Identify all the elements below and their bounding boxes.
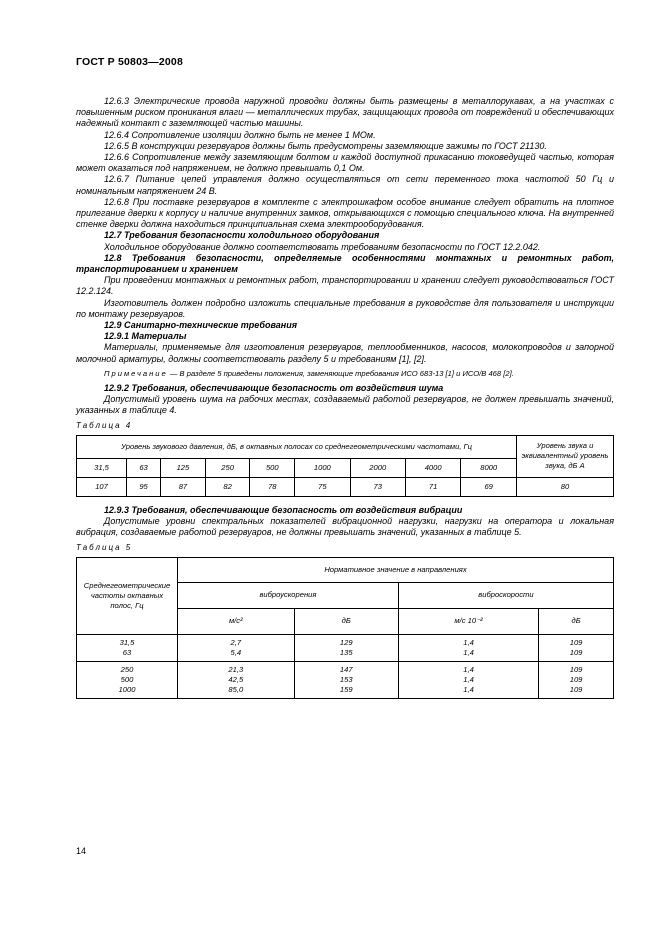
table5-vel-ms-cell: 1,4 1,4 <box>398 634 538 661</box>
table4-value: 69 <box>461 477 517 496</box>
para-12-6-6: 12.6.6 Сопротивление между заземляющим болтом и каждой доступной прикасанию токоведущей частью, которая может оказаться под напряжением, не должно превышать 0,1 Ом. <box>76 152 614 174</box>
table4-header-main: Уровень звукового давления, дБ, в октавных полосах со среднегеометрическими частотами, Гц <box>77 435 517 458</box>
heading-12-7: 12.7 Требования безопасности холодильного оборудования <box>104 230 380 241</box>
table4-value: 82 <box>205 477 250 496</box>
table4-freq: 63 <box>127 458 161 477</box>
para-12-6-5: 12.6.5 В конструкции резервуаров должны быть предусмотрены заземляющие зажимы по ГОСТ 21130. <box>104 140 547 151</box>
table4-value: 95 <box>127 477 161 496</box>
table5-freq-cell: 250 500 1000 <box>77 661 178 698</box>
heading-12-9: 12.9 Санитарно-технические требования <box>104 320 297 331</box>
table4-freq: 500 <box>250 458 295 477</box>
table5-accel-db-cell: 147 153 159 <box>294 661 398 698</box>
table4-value: 78 <box>250 477 295 496</box>
table5-col-norm: Нормативное значение в направлениях <box>178 557 614 583</box>
para-12-7: Холодильное оборудование должно соответствовать требованиям безопасности по ГОСТ 12.2.042. <box>104 241 541 252</box>
table5-unit-ms2: м/с² <box>178 608 295 634</box>
heading-12-9-1: 12.9.1 Материалы <box>104 331 187 342</box>
table4-header-row <box>77 435 614 458</box>
table4-freq: 2000 <box>350 458 405 477</box>
table5-accel-ms2-cell: 2,7 5,4 <box>178 634 295 661</box>
para-12-9-2: Допустимый уровень шума на рабочих местах, создаваемый работой резервуаров, не должен превышать значений, указанных в таблице 4. <box>76 394 614 416</box>
table5-col-accel: виброускорения <box>178 583 399 609</box>
para-12-6-4: 12.6.4 Сопротивление изоляции должно быть не менее 1 МОм. <box>104 129 376 140</box>
table4-value: 87 <box>161 477 206 496</box>
document-header: ГОСТ Р 50803—2008 <box>76 56 184 68</box>
heading-12-8: 12.8 Требования безопасности, определяемые особенностями монтажных и ремонтных работ, транспортированием и хранением <box>76 252 614 275</box>
heading-12-9-3: 12.9.3 Требования, обеспечивающие безопасность от воздействия вибрации <box>104 504 463 515</box>
page-number: 14 <box>76 846 87 856</box>
table4-value: 75 <box>295 477 350 496</box>
para-12-6-3: 12.6.3 Электрические провода наружной проводки должны быть размещены в металлорукавах, а на участках с повышенным риском проникания влаги — металлических трубах, защищающих провода от повреждений и обеспечивающих надежный контакт с заземляющей частью машины. <box>76 96 614 129</box>
table4-caption: Таблица 4 <box>76 421 133 431</box>
table4-value-row <box>77 477 614 496</box>
table4-freq: 31,5 <box>77 458 127 477</box>
para-12-6-8: 12.6.8 При поставке резервуаров в комплекте с электрошкафом особое внимание следует обратить на плотное прилегание дверки к корпусу и наличие внутренних замков, открывающихся с помощью специального ключа. На внутренней стенке дверки должна находиться принципиальная схема электрооборудования. <box>76 196 614 230</box>
para-12-6-7: 12.6.7 Питание цепей управления должно осуществляться от сети переменного тока частотой 50 Гц и номинальным напряжением 24 В. <box>76 174 614 196</box>
para-12-9-3: Допустимые уровни спектральных показателей вибрационной нагрузки, нагрузки на оператора и локальная вибрация, создаваемые работой резервуаров, не должны превышать значений, указанных в таблице 5. <box>76 515 614 538</box>
heading-12-9-2: 12.9.2 Требования, обеспечивающие безопасность от воздействия шума <box>104 382 444 393</box>
table5-unit-db-2: дБ <box>539 608 614 634</box>
table5-col-freq: Среднегеометрические частоты октавных полос, Гц <box>77 557 178 634</box>
table5-freq-cell: 31,5 63 <box>77 634 178 661</box>
table4-value: 71 <box>405 477 460 496</box>
para-12-9-1: Материалы, применяемые для изготовления резервуаров, теплообменников, насосов, молокопроводов и запорной молочной арматуры, должны соответствовать разделу 5 и требованиям [1], [2]. <box>76 342 614 364</box>
table4-header-side: Уровень звука и эквивалентный уровень звука, дБ А <box>517 435 614 477</box>
note-text: — В разделе 5 приведены положения, заменяющие требования ИСО 683-13 [1] и ИСО/В 468 [2]. <box>167 368 514 378</box>
table4-freq: 4000 <box>405 458 460 477</box>
table4-freq: 1000 <box>295 458 350 477</box>
table5-vel-ms-cell: 1,4 1,4 1,4 <box>398 661 538 698</box>
table5-vel-db-cell: 109 109 109 <box>539 661 614 698</box>
table5-unit-db: дБ <box>294 608 398 634</box>
table4-freq: 8000 <box>461 458 517 477</box>
para-12-8-a: При проведении монтажных и ремонтных работ, транспортировании и хранении следует руководствоваться ГОСТ 12.2.124. <box>76 275 614 297</box>
table4-value: 107 <box>77 477 127 496</box>
table5-accel-ms2-cell: 21,3 42,5 85,0 <box>178 661 295 698</box>
note-label: Примечание <box>104 368 168 378</box>
table4-freq: 125 <box>161 458 206 477</box>
table5-header-row-1 <box>77 557 614 583</box>
table5-col-vel: виброскорости <box>398 583 613 609</box>
table5-group-1 <box>77 634 614 661</box>
document-body <box>76 96 614 699</box>
table-5 <box>76 557 614 699</box>
table-4 <box>76 435 614 497</box>
table4-value: 73 <box>350 477 405 496</box>
table4-total: 80 <box>517 477 614 496</box>
para-12-8-b: Изготовитель должен подробно изложить специальные требования в руководстве для пользователя и инструкции по монтажу резервуаров. <box>76 297 614 319</box>
table5-accel-db-cell: 129 135 <box>294 634 398 661</box>
table4-freq: 250 <box>205 458 250 477</box>
table5-vel-db-cell: 109 109 <box>539 634 614 661</box>
table5-unit-ms: м/с 10⁻² <box>398 608 538 634</box>
note <box>76 369 614 379</box>
table5-caption: Таблица 5 <box>76 543 133 553</box>
table5-group-2 <box>77 661 614 698</box>
